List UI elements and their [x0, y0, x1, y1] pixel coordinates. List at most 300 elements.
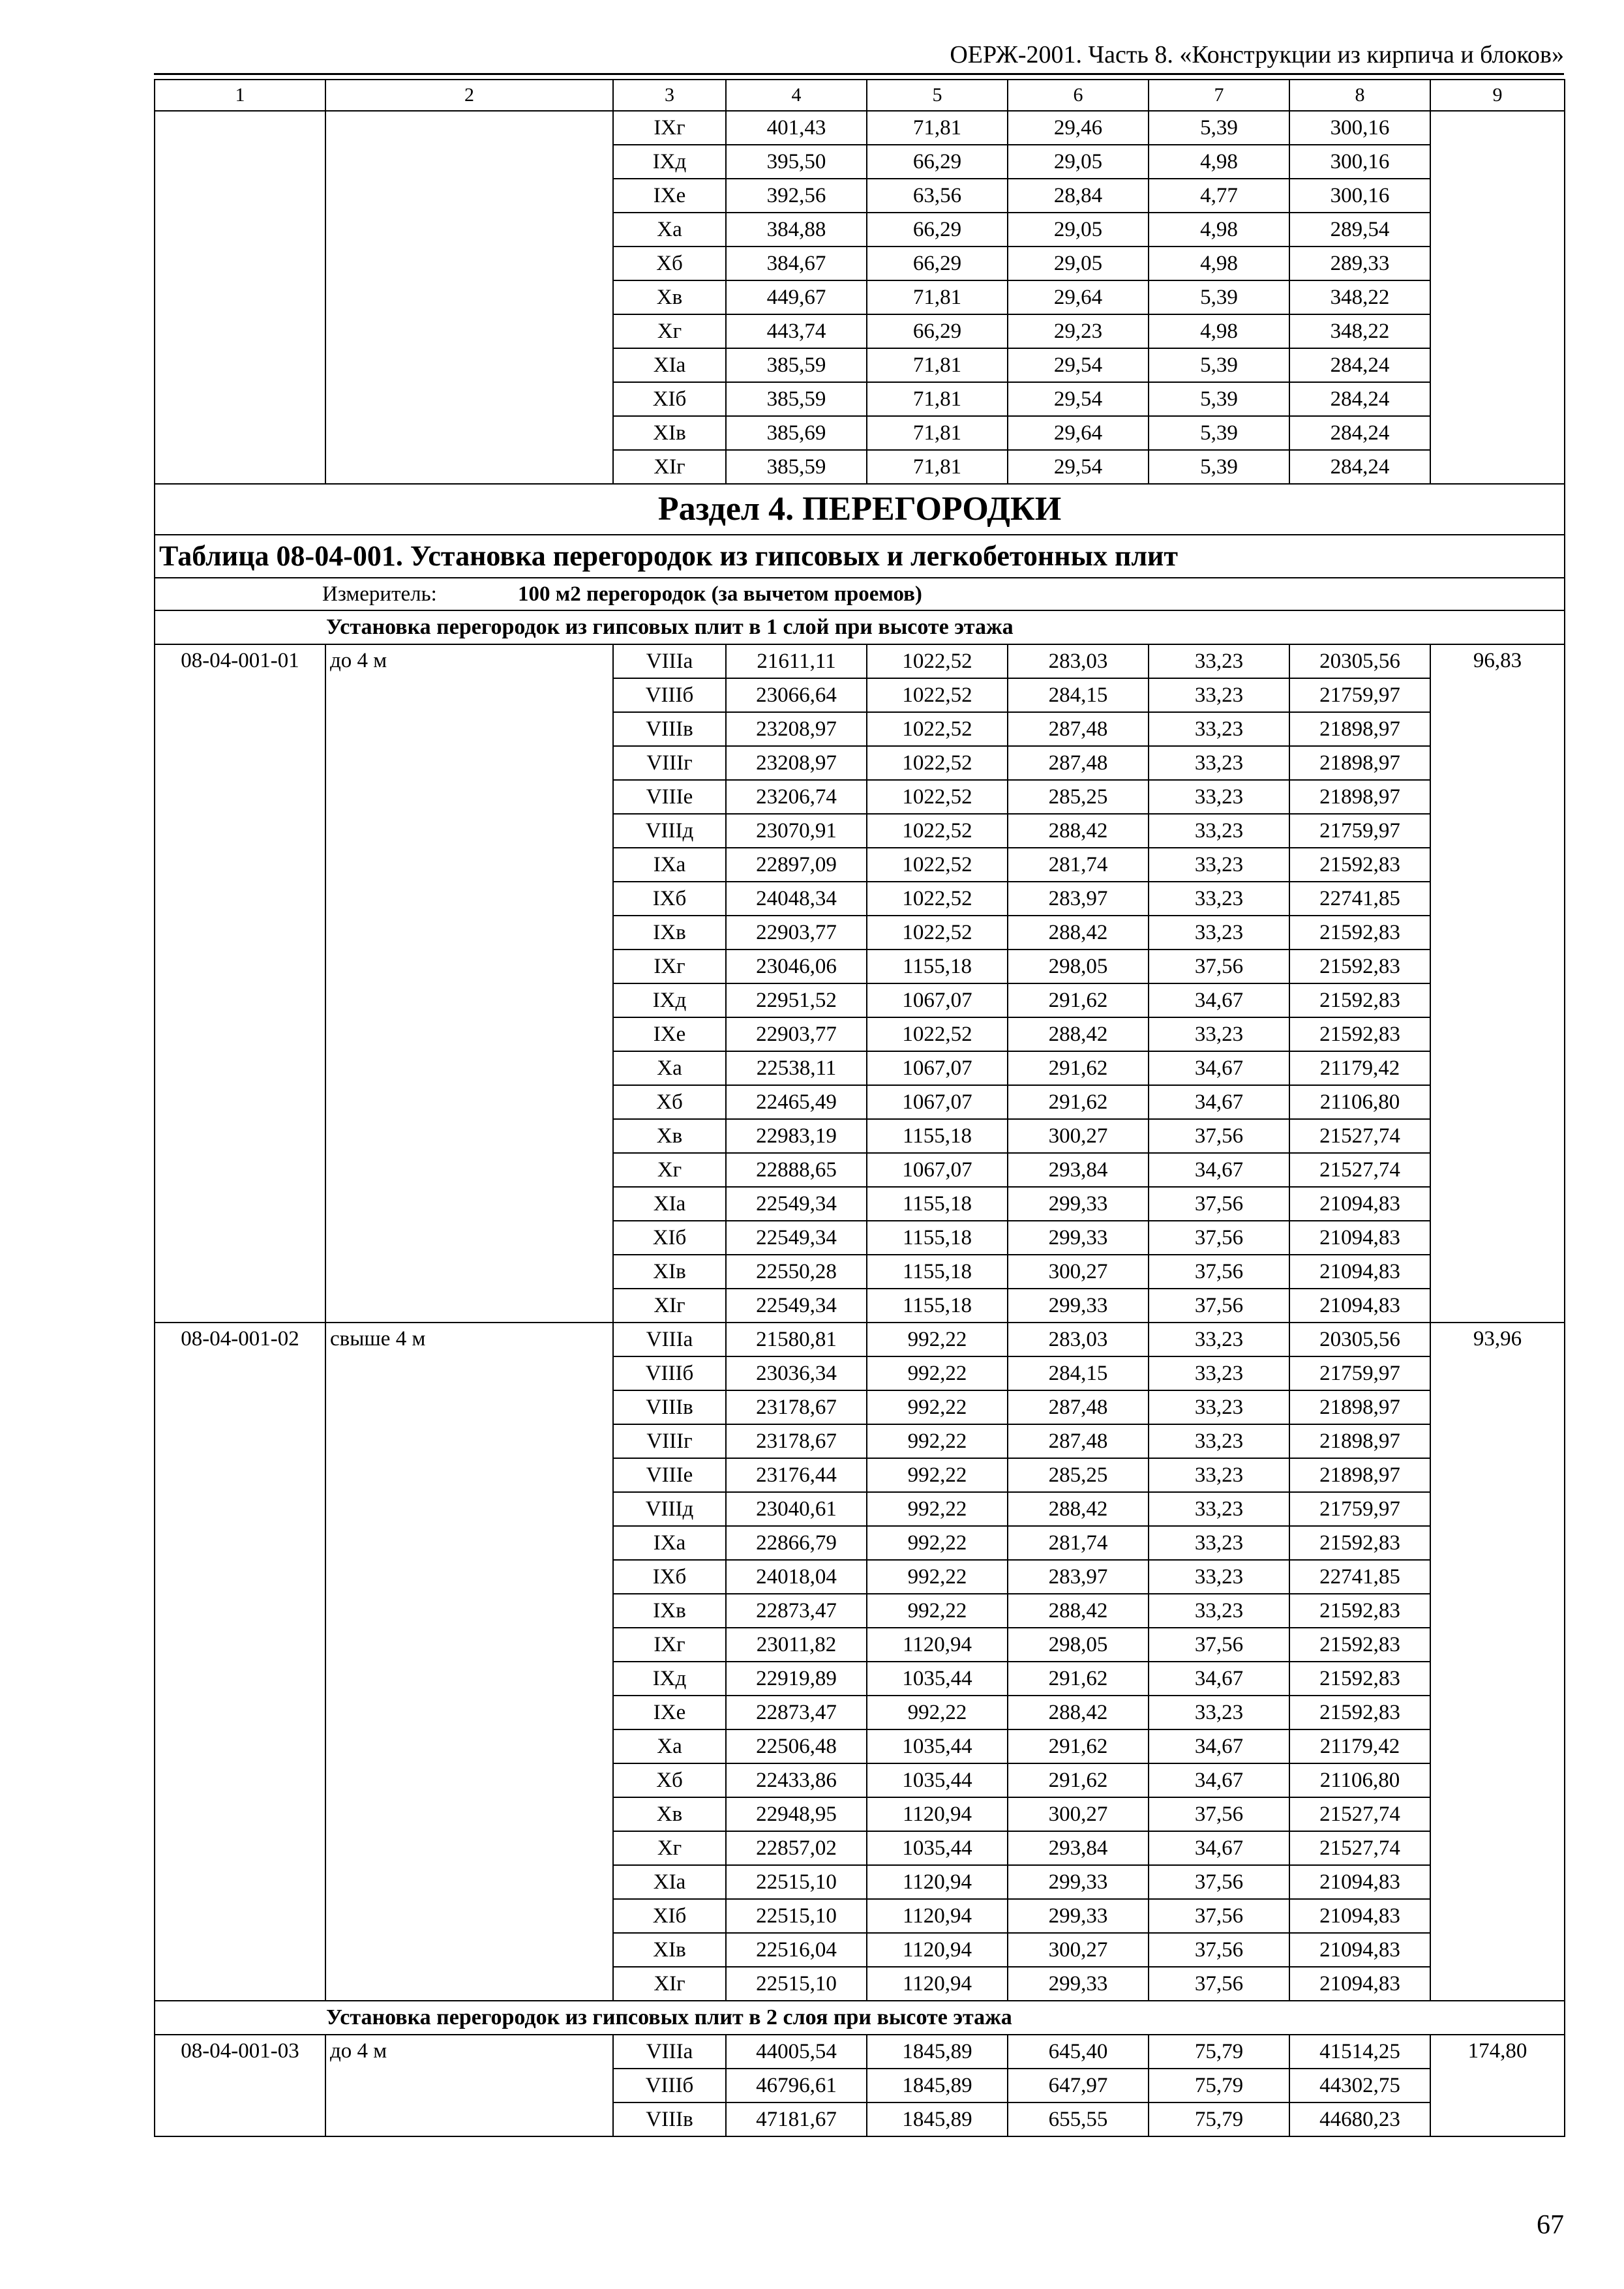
unit-cell	[155, 578, 1565, 610]
total-cost: 449,67	[726, 280, 867, 314]
rates-table-body	[155, 80, 1565, 2136]
column-number: 9	[1430, 80, 1565, 111]
col9-cell	[1430, 111, 1565, 484]
region-code: VIIIа	[613, 1323, 726, 1356]
labor-cost: 71,81	[867, 382, 1008, 416]
operator-wage: 4,98	[1149, 314, 1289, 348]
operator-wage: 75,79	[1149, 2069, 1289, 2102]
materials-cost: 300,16	[1289, 111, 1430, 145]
labor-cost: 992,22	[867, 1492, 1008, 1526]
machine-cost: 291,62	[1008, 1763, 1149, 1797]
machine-cost: 29,54	[1008, 382, 1149, 416]
materials-cost: 284,24	[1289, 348, 1430, 382]
materials-cost: 21179,42	[1289, 1729, 1430, 1763]
region-code: XIб	[613, 1221, 726, 1255]
operator-wage: 5,39	[1149, 382, 1289, 416]
machine-cost: 29,54	[1008, 450, 1149, 484]
total-cost: 443,74	[726, 314, 867, 348]
operator-wage: 37,56	[1149, 1797, 1289, 1831]
item-col9: 96,83	[1430, 644, 1565, 1323]
materials-cost: 21898,97	[1289, 1424, 1430, 1458]
operator-wage: 33,23	[1149, 1594, 1289, 1628]
labor-cost: 992,22	[867, 1560, 1008, 1594]
machine-cost: 298,05	[1008, 1628, 1149, 1662]
operator-wage: 33,23	[1149, 644, 1289, 678]
region-code: Xг	[613, 1153, 726, 1187]
region-code: VIIIе	[613, 780, 726, 814]
materials-cost: 21094,83	[1289, 1221, 1430, 1255]
machine-cost: 293,84	[1008, 1831, 1149, 1865]
operator-wage: 37,56	[1149, 1289, 1289, 1323]
materials-cost: 21094,83	[1289, 1933, 1430, 1967]
total-cost: 22951,52	[726, 983, 867, 1017]
materials-cost: 284,24	[1289, 416, 1430, 450]
labor-cost: 1022,52	[867, 780, 1008, 814]
labor-cost: 1120,94	[867, 1933, 1008, 1967]
total-cost: 44005,54	[726, 2035, 867, 2069]
region-code: Xв	[613, 280, 726, 314]
table-title: Таблица 08-04-001. Установка перегородок из гипсовых и легкобетонных плит	[155, 535, 1565, 578]
total-cost: 22465,49	[726, 1085, 867, 1119]
total-cost: 23176,44	[726, 1458, 867, 1492]
total-cost: 24048,34	[726, 882, 867, 916]
operator-wage: 4,77	[1149, 179, 1289, 213]
materials-cost: 21527,74	[1289, 1119, 1430, 1153]
machine-cost: 29,05	[1008, 145, 1149, 179]
labor-cost: 71,81	[867, 111, 1008, 145]
machine-cost: 288,42	[1008, 916, 1149, 950]
region-code: VIIIа	[613, 644, 726, 678]
materials-cost: 22741,85	[1289, 1560, 1430, 1594]
region-code: Xа	[613, 1729, 726, 1763]
column-number: 8	[1289, 80, 1430, 111]
operator-wage: 33,23	[1149, 814, 1289, 848]
machine-cost: 299,33	[1008, 1899, 1149, 1933]
materials-cost: 21592,83	[1289, 1662, 1430, 1696]
labor-cost: 1155,18	[867, 1187, 1008, 1221]
labor-cost: 992,22	[867, 1526, 1008, 1560]
table-row	[155, 2035, 1565, 2069]
operator-wage: 33,23	[1149, 780, 1289, 814]
column-number: 3	[613, 80, 726, 111]
region-code: XIб	[613, 1899, 726, 1933]
machine-cost: 284,15	[1008, 1356, 1149, 1390]
total-cost: 22549,34	[726, 1187, 867, 1221]
machine-cost: 283,97	[1008, 1560, 1149, 1594]
labor-cost: 71,81	[867, 450, 1008, 484]
materials-cost: 21759,97	[1289, 1492, 1430, 1526]
machine-cost: 655,55	[1008, 2102, 1149, 2136]
materials-cost: 21898,97	[1289, 780, 1430, 814]
labor-cost: 1155,18	[867, 1289, 1008, 1323]
total-cost: 22873,47	[726, 1696, 867, 1729]
labor-cost: 1035,44	[867, 1831, 1008, 1865]
materials-cost: 21094,83	[1289, 1255, 1430, 1289]
materials-cost: 300,16	[1289, 145, 1430, 179]
labor-cost: 992,22	[867, 1696, 1008, 1729]
region-code: XIа	[613, 348, 726, 382]
region-code: VIIIе	[613, 1458, 726, 1492]
materials-cost: 21759,97	[1289, 814, 1430, 848]
operator-wage: 33,23	[1149, 882, 1289, 916]
region-code: IXв	[613, 1594, 726, 1628]
total-cost: 22903,77	[726, 1017, 867, 1051]
operator-wage: 34,67	[1149, 1153, 1289, 1187]
machine-cost: 283,97	[1008, 882, 1149, 916]
item-name: свыше 4 м	[325, 1323, 613, 2001]
machine-cost: 300,27	[1008, 1255, 1149, 1289]
labor-cost: 71,81	[867, 416, 1008, 450]
labor-cost: 1845,89	[867, 2069, 1008, 2102]
total-cost: 47181,67	[726, 2102, 867, 2136]
materials-cost: 21527,74	[1289, 1153, 1430, 1187]
total-cost: 22515,10	[726, 1899, 867, 1933]
region-code: VIIIб	[613, 1356, 726, 1390]
labor-cost: 1120,94	[867, 1797, 1008, 1831]
operator-wage: 37,56	[1149, 1628, 1289, 1662]
header-rule	[154, 73, 1564, 75]
machine-cost: 291,62	[1008, 1729, 1149, 1763]
labor-cost: 1022,52	[867, 712, 1008, 746]
labor-cost: 1845,89	[867, 2102, 1008, 2136]
labor-cost: 992,22	[867, 1458, 1008, 1492]
item-col9: 93,96	[1430, 1323, 1565, 2001]
machine-cost: 285,25	[1008, 780, 1149, 814]
machine-cost: 29,54	[1008, 348, 1149, 382]
item-name: до 4 м	[325, 2035, 613, 2136]
machine-cost: 293,84	[1008, 1153, 1149, 1187]
unit-label: Измеритель:	[322, 582, 437, 606]
machine-cost: 288,42	[1008, 1696, 1149, 1729]
materials-cost: 289,54	[1289, 213, 1430, 247]
machine-cost: 283,03	[1008, 644, 1149, 678]
machine-cost: 287,48	[1008, 712, 1149, 746]
region-code: VIIIд	[613, 1492, 726, 1526]
materials-cost: 21094,83	[1289, 1865, 1430, 1899]
region-code: Xб	[613, 1763, 726, 1797]
region-code: Xа	[613, 213, 726, 247]
operator-wage: 37,56	[1149, 1865, 1289, 1899]
labor-cost: 66,29	[867, 213, 1008, 247]
total-cost: 22983,19	[726, 1119, 867, 1153]
materials-cost: 21898,97	[1289, 712, 1430, 746]
machine-cost: 645,40	[1008, 2035, 1149, 2069]
total-cost: 384,88	[726, 213, 867, 247]
total-cost: 23011,82	[726, 1628, 867, 1662]
machine-cost: 291,62	[1008, 1085, 1149, 1119]
column-number: 4	[726, 80, 867, 111]
total-cost: 22515,10	[726, 1967, 867, 2001]
labor-cost: 1067,07	[867, 1153, 1008, 1187]
total-cost: 392,56	[726, 179, 867, 213]
machine-cost: 283,03	[1008, 1323, 1149, 1356]
machine-cost: 285,25	[1008, 1458, 1149, 1492]
region-code: IXа	[613, 1526, 726, 1560]
labor-cost: 1022,52	[867, 882, 1008, 916]
machine-cost: 29,64	[1008, 416, 1149, 450]
machine-cost: 299,33	[1008, 1967, 1149, 2001]
total-cost: 23178,67	[726, 1390, 867, 1424]
machine-cost: 28,84	[1008, 179, 1149, 213]
machine-cost: 287,48	[1008, 1424, 1149, 1458]
labor-cost: 1035,44	[867, 1763, 1008, 1797]
table-row	[155, 644, 1565, 678]
labor-cost: 71,81	[867, 348, 1008, 382]
materials-cost: 300,16	[1289, 179, 1430, 213]
materials-cost: 21898,97	[1289, 1390, 1430, 1424]
materials-cost: 289,33	[1289, 247, 1430, 280]
machine-cost: 29,64	[1008, 280, 1149, 314]
machine-cost: 291,62	[1008, 1051, 1149, 1085]
materials-cost: 44302,75	[1289, 2069, 1430, 2102]
labor-cost: 63,56	[867, 179, 1008, 213]
labor-cost: 992,22	[867, 1594, 1008, 1628]
region-code: IXд	[613, 145, 726, 179]
operator-wage: 37,56	[1149, 1899, 1289, 1933]
operator-wage: 33,23	[1149, 1323, 1289, 1356]
subheading-row	[155, 610, 1565, 644]
total-cost: 385,59	[726, 348, 867, 382]
operator-wage: 75,79	[1149, 2102, 1289, 2136]
materials-cost: 44680,23	[1289, 2102, 1430, 2136]
item-code: 08-04-001-02	[155, 1323, 325, 2001]
labor-cost: 66,29	[867, 145, 1008, 179]
region-code: XIг	[613, 1967, 726, 2001]
region-code: VIIIб	[613, 678, 726, 712]
materials-cost: 20305,56	[1289, 1323, 1430, 1356]
unit-value: 100 м2 перегородок (за вычетом проемов)	[518, 582, 922, 606]
machine-cost: 291,62	[1008, 983, 1149, 1017]
total-cost: 21580,81	[726, 1323, 867, 1356]
labor-cost: 1035,44	[867, 1662, 1008, 1696]
total-cost: 22433,86	[726, 1763, 867, 1797]
operator-wage: 33,23	[1149, 712, 1289, 746]
region-code: XIа	[613, 1187, 726, 1221]
labor-cost: 1067,07	[867, 983, 1008, 1017]
labor-cost: 1067,07	[867, 1051, 1008, 1085]
total-cost: 385,69	[726, 416, 867, 450]
operator-wage: 33,23	[1149, 916, 1289, 950]
region-code: VIIIб	[613, 2069, 726, 2102]
machine-cost: 281,74	[1008, 1526, 1149, 1560]
materials-cost: 21094,83	[1289, 1289, 1430, 1323]
operator-wage: 37,56	[1149, 1255, 1289, 1289]
machine-cost: 288,42	[1008, 1594, 1149, 1628]
operator-wage: 5,39	[1149, 416, 1289, 450]
machine-cost: 299,33	[1008, 1187, 1149, 1221]
total-cost: 22873,47	[726, 1594, 867, 1628]
machine-cost: 288,42	[1008, 1017, 1149, 1051]
operator-wage: 37,56	[1149, 1187, 1289, 1221]
region-code: XIг	[613, 450, 726, 484]
materials-cost: 21094,83	[1289, 1967, 1430, 2001]
operator-wage: 33,23	[1149, 1017, 1289, 1051]
materials-cost: 20305,56	[1289, 644, 1430, 678]
region-code: XIа	[613, 1865, 726, 1899]
operator-wage: 5,39	[1149, 450, 1289, 484]
operator-wage: 37,56	[1149, 1967, 1289, 2001]
labor-cost: 992,22	[867, 1390, 1008, 1424]
region-code: VIIIв	[613, 2102, 726, 2136]
operator-wage: 5,39	[1149, 280, 1289, 314]
operator-wage: 34,67	[1149, 1051, 1289, 1085]
region-code: IXе	[613, 1017, 726, 1051]
total-cost: 22549,34	[726, 1221, 867, 1255]
machine-cost: 281,74	[1008, 848, 1149, 882]
labor-cost: 1022,52	[867, 644, 1008, 678]
materials-cost: 21898,97	[1289, 1458, 1430, 1492]
materials-cost: 21592,83	[1289, 1017, 1430, 1051]
operator-wage: 37,56	[1149, 1221, 1289, 1255]
machine-cost: 300,27	[1008, 1933, 1149, 1967]
machine-cost: 299,33	[1008, 1221, 1149, 1255]
labor-cost: 992,22	[867, 1356, 1008, 1390]
total-cost: 22897,09	[726, 848, 867, 882]
materials-cost: 21106,80	[1289, 1085, 1430, 1119]
materials-cost: 21592,83	[1289, 848, 1430, 882]
machine-cost: 298,05	[1008, 950, 1149, 983]
labor-cost: 1035,44	[867, 1729, 1008, 1763]
total-cost: 22516,04	[726, 1933, 867, 1967]
labor-cost: 1155,18	[867, 1221, 1008, 1255]
total-cost: 385,59	[726, 450, 867, 484]
materials-cost: 348,22	[1289, 280, 1430, 314]
machine-cost: 288,42	[1008, 814, 1149, 848]
labor-cost: 1022,52	[867, 746, 1008, 780]
operator-wage: 37,56	[1149, 950, 1289, 983]
section-title-row	[155, 484, 1565, 535]
materials-cost: 21106,80	[1289, 1763, 1430, 1797]
materials-cost: 284,24	[1289, 382, 1430, 416]
operator-wage: 33,23	[1149, 1356, 1289, 1390]
region-code: IXб	[613, 1560, 726, 1594]
page-header: ОЕРЖ-2001. Часть 8. «Конструкции из кирпича и блоков»	[950, 41, 1564, 68]
total-cost: 46796,61	[726, 2069, 867, 2102]
code-cell	[155, 111, 325, 484]
operator-wage: 34,67	[1149, 1831, 1289, 1865]
page-number: 67	[1537, 2210, 1564, 2240]
materials-cost: 21094,83	[1289, 1899, 1430, 1933]
operator-wage: 34,67	[1149, 1085, 1289, 1119]
machine-cost: 29,05	[1008, 247, 1149, 280]
machine-cost: 300,27	[1008, 1119, 1149, 1153]
labor-cost: 1022,52	[867, 916, 1008, 950]
subheading: Установка перегородок из гипсовых плит в 2 слоя при высоте этажа	[326, 2005, 1012, 2029]
operator-wage: 34,67	[1149, 1729, 1289, 1763]
operator-wage: 33,23	[1149, 746, 1289, 780]
total-cost: 23208,97	[726, 712, 867, 746]
region-code: XIв	[613, 1933, 726, 1967]
item-name: до 4 м	[325, 644, 613, 1323]
total-cost: 22549,34	[726, 1289, 867, 1323]
total-cost: 385,59	[726, 382, 867, 416]
labor-cost: 1155,18	[867, 950, 1008, 983]
labor-cost: 1022,52	[867, 848, 1008, 882]
item-code: 08-04-001-03	[155, 2035, 325, 2136]
operator-wage: 33,23	[1149, 1492, 1289, 1526]
column-number: 1	[155, 80, 325, 111]
table-row	[155, 1323, 1565, 1356]
region-code: Xг	[613, 1831, 726, 1865]
labor-cost: 1120,94	[867, 1865, 1008, 1899]
region-code: XIв	[613, 416, 726, 450]
labor-cost: 1120,94	[867, 1967, 1008, 2001]
materials-cost: 21592,83	[1289, 950, 1430, 983]
machine-cost: 288,42	[1008, 1492, 1149, 1526]
total-cost: 23066,64	[726, 678, 867, 712]
region-code: Xа	[613, 1051, 726, 1085]
machine-cost: 29,46	[1008, 111, 1149, 145]
total-cost: 24018,04	[726, 1560, 867, 1594]
labor-cost: 1155,18	[867, 1255, 1008, 1289]
region-code: XIб	[613, 382, 726, 416]
operator-wage: 34,67	[1149, 1662, 1289, 1696]
total-cost: 23178,67	[726, 1424, 867, 1458]
region-code: Xг	[613, 314, 726, 348]
materials-cost: 21527,74	[1289, 1797, 1430, 1831]
subheading-cell	[155, 2001, 1565, 2035]
total-cost: 384,67	[726, 247, 867, 280]
region-code: IXг	[613, 1628, 726, 1662]
labor-cost: 1022,52	[867, 814, 1008, 848]
region-code: IXа	[613, 848, 726, 882]
operator-wage: 33,23	[1149, 1390, 1289, 1424]
region-code: IXв	[613, 916, 726, 950]
machine-cost: 300,27	[1008, 1797, 1149, 1831]
materials-cost: 284,24	[1289, 450, 1430, 484]
materials-cost: 21592,83	[1289, 1628, 1430, 1662]
operator-wage: 37,56	[1149, 1933, 1289, 1967]
machine-cost: 287,48	[1008, 1390, 1149, 1424]
machine-cost: 287,48	[1008, 746, 1149, 780]
operator-wage: 34,67	[1149, 1763, 1289, 1797]
region-code: VIIIг	[613, 746, 726, 780]
item-col9: 174,80	[1430, 2035, 1565, 2136]
total-cost: 23046,06	[726, 950, 867, 983]
region-code: VIIIд	[613, 814, 726, 848]
labor-cost: 992,22	[867, 1323, 1008, 1356]
region-code: Xв	[613, 1797, 726, 1831]
labor-cost: 1067,07	[867, 1085, 1008, 1119]
operator-wage: 33,23	[1149, 848, 1289, 882]
operator-wage: 75,79	[1149, 2035, 1289, 2069]
materials-cost: 21592,83	[1289, 1526, 1430, 1560]
materials-cost: 21179,42	[1289, 1051, 1430, 1085]
total-cost: 22903,77	[726, 916, 867, 950]
operator-wage: 4,98	[1149, 145, 1289, 179]
machine-cost: 291,62	[1008, 1662, 1149, 1696]
total-cost: 395,50	[726, 145, 867, 179]
region-code: VIIIв	[613, 712, 726, 746]
labor-cost: 1845,89	[867, 2035, 1008, 2069]
machine-cost: 647,97	[1008, 2069, 1149, 2102]
machine-cost: 29,23	[1008, 314, 1149, 348]
total-cost: 22515,10	[726, 1865, 867, 1899]
subheading-row	[155, 2001, 1565, 2035]
column-number-row	[155, 80, 1565, 111]
materials-cost: 21592,83	[1289, 1696, 1430, 1729]
column-number: 6	[1008, 80, 1149, 111]
labor-cost: 66,29	[867, 247, 1008, 280]
operator-wage: 33,23	[1149, 1560, 1289, 1594]
materials-cost: 21527,74	[1289, 1831, 1430, 1865]
operator-wage: 33,23	[1149, 1526, 1289, 1560]
operator-wage: 4,98	[1149, 247, 1289, 280]
column-number: 2	[325, 80, 613, 111]
machine-cost: 29,05	[1008, 213, 1149, 247]
region-code: Xб	[613, 1085, 726, 1119]
rates-table	[154, 79, 1565, 2137]
